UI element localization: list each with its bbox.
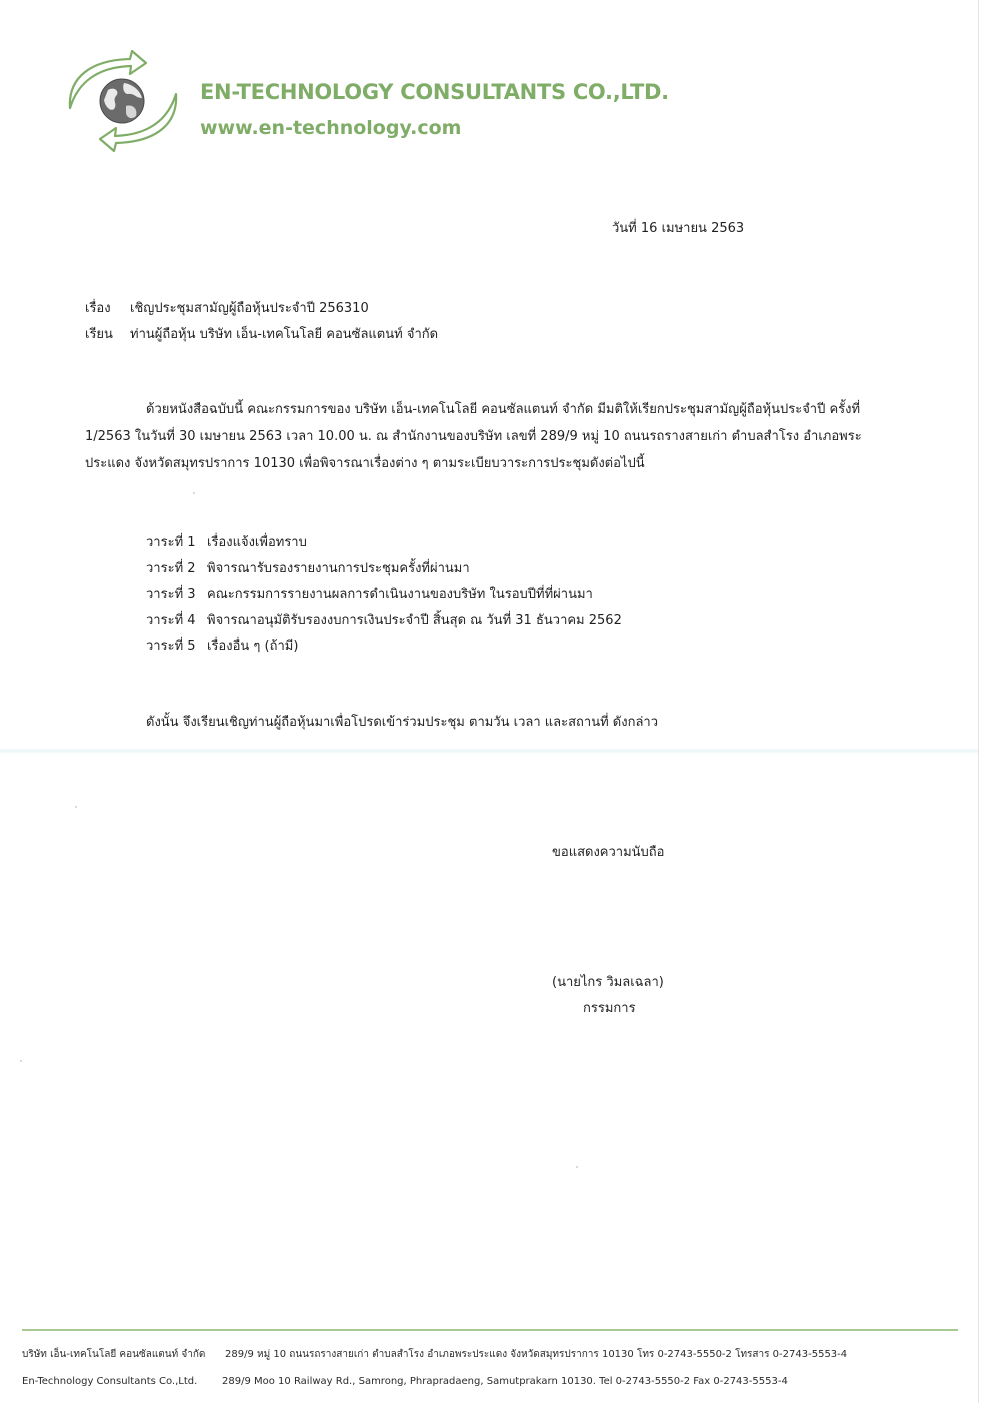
footer-address-th: 289/9 หมู่ 10 ถนนรถรางสายเก่า ตำบลสำโรง อำเภอพระประแดง จังหวัดสมุทรปราการ 10130 โทร 0-2743-5550-2 โทรสาร 0-2743-5553-4 bbox=[225, 1349, 848, 1360]
globe-recycle-arrows-icon bbox=[60, 46, 186, 156]
agenda-number: วาระที่ 4 bbox=[146, 613, 196, 628]
agenda-item-text: เรื่องอื่น ๆ (ถ้ามี) bbox=[207, 639, 299, 654]
subject-label: เรื่อง bbox=[85, 301, 111, 316]
recipient-label: เรียน bbox=[85, 327, 113, 342]
agenda-item-text: คณะกรรมการรายงานผลการดำเนินงานของบริษัท ในรอบปีที่ที่ผ่านมา bbox=[207, 587, 593, 602]
signer-title: กรรมการ bbox=[583, 1001, 636, 1016]
body-line: ด้วยหนังสือฉบับนี้ คณะกรรมการของ บริษัท เอ็น-เทคโนโลยี คอนซัลแตนท์ จำกัด มีมติให้เรียกประชุมสามัญผู้ถือหุ้นประจำปี ครั้งที่ bbox=[146, 402, 861, 417]
subject-text: เชิญประชุมสามัญผู้ถือหุ้นประจำปี 256310 bbox=[130, 301, 369, 316]
agenda-number: วาระที่ 5 bbox=[146, 639, 196, 654]
letter-date: วันที่ 16 เมษายน 2563 bbox=[612, 221, 745, 236]
footer-address-en: 289/9 Moo 10 Railway Rd., Samrong, Phrapradaeng, Samutprakarn 10130. Tel 0-2743-5550-2 Fax 0-2743-5553-4 bbox=[222, 1376, 788, 1387]
body-line: ประแดง จังหวัดสมุทรปราการ 10130 เพื่อพิจารณาเรื่องต่าง ๆ ตามระเบียบวาระการประชุมดังต่อไปนี้ bbox=[85, 456, 645, 471]
scan-speck bbox=[20, 1060, 22, 1062]
agenda-number: วาระที่ 2 bbox=[146, 561, 196, 576]
scan-fold-mark bbox=[0, 748, 978, 754]
body-line: 1/2563 ในวันที่ 30 เมษายน 2563 เวลา 10.00 น. ณ สำนักงานของบริษัท เลขที่ 289/9 หมู่ 10 ถนนรถรางสายเก่า ตำบลสำโรง อำเภอพระ bbox=[85, 429, 862, 444]
scan-speck bbox=[576, 1166, 578, 1168]
agenda-item-text: พิจารณาอนุมัติรับรองงบการเงินประจำปี สิ้นสุด ณ วันที่ 31 ธันวาคม 2562 bbox=[207, 613, 622, 628]
closing-sentence: ดังนั้น จึงเรียนเชิญท่านผู้ถือหุ้นมาเพื่อโปรดเข้าร่วมประชุม ตามวัน เวลา และสถานที่ ดังกล่าว bbox=[146, 715, 659, 730]
recipient-text: ท่านผู้ถือหุ้น บริษัท เอ็น-เทคโนโลยี คอนซัลแตนท์ จำกัด bbox=[130, 327, 439, 342]
page-edge-line bbox=[978, 0, 979, 1403]
agenda-number: วาระที่ 3 bbox=[146, 587, 196, 602]
agenda-number: วาระที่ 1 bbox=[146, 535, 196, 550]
footer-company-name-en: En-Technology Consultants Co.,Ltd. bbox=[22, 1376, 198, 1387]
regards-text: ขอแสดงความนับถือ bbox=[552, 845, 665, 860]
scan-speck bbox=[193, 492, 195, 494]
company-website: www.en-technology.com bbox=[200, 117, 462, 139]
agenda-item-text: เรื่องแจ้งเพื่อทราบ bbox=[207, 535, 307, 550]
footer-company-name-th: บริษัท เอ็น-เทคโนโลยี คอนซัลแตนท์ จำกัด bbox=[22, 1349, 206, 1360]
scan-speck bbox=[75, 806, 77, 808]
agenda-item-text: พิจารณารับรองรายงานการประชุมครั้งที่ผ่านมา bbox=[207, 561, 470, 576]
footer-divider bbox=[22, 1329, 958, 1331]
company-name: EN-TECHNOLOGY CONSULTANTS CO.,LTD. bbox=[200, 80, 669, 104]
signer-name: (นายไกร วิมลเฉลา) bbox=[552, 975, 664, 990]
